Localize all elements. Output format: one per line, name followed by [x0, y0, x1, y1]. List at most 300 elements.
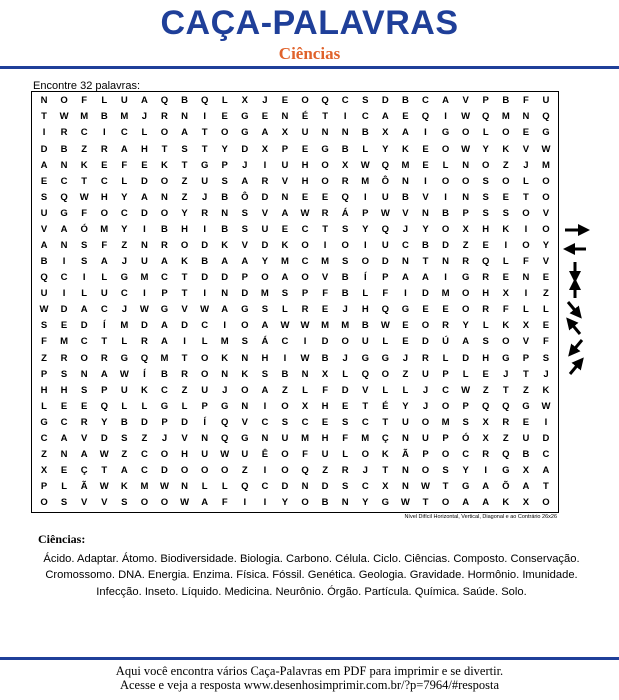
- word-list-item: Célula.: [335, 553, 370, 565]
- grid-letter: A: [40, 159, 48, 171]
- grid-letter: O: [321, 175, 329, 187]
- grid-letter: X: [482, 416, 489, 428]
- grid-letter: M: [80, 111, 89, 123]
- grid-letter: D: [40, 143, 48, 155]
- grid-letter: E: [261, 111, 269, 123]
- grid-letter: K: [542, 384, 550, 396]
- grid-letter: A: [60, 223, 68, 235]
- grid-letter: H: [100, 191, 108, 203]
- grid-letter: S: [241, 336, 248, 348]
- word-list-item: Hormônio.: [467, 569, 520, 582]
- grid-letter: R: [161, 239, 168, 251]
- grid-letter: V: [462, 95, 469, 107]
- grid-letter: Z: [121, 239, 128, 251]
- grid-letter: A: [261, 384, 269, 396]
- grid-letter: G: [441, 127, 450, 139]
- grid-letter: T: [181, 272, 188, 284]
- grid-letter: B: [161, 368, 168, 380]
- grid-letter: S: [40, 320, 48, 332]
- grid-letter: L: [482, 127, 489, 139]
- grid-letter: Ê: [261, 448, 269, 460]
- grid-letter: N: [401, 175, 409, 187]
- grid-letter: U: [542, 95, 550, 107]
- grid-letter: T: [161, 143, 168, 155]
- grid-letter: B: [522, 448, 530, 460]
- grid-letter: I: [263, 400, 267, 412]
- grid-letter: R: [100, 143, 108, 155]
- grid-letter: M: [321, 256, 330, 268]
- grid-letter: H: [482, 288, 490, 300]
- grid-letter: E: [542, 272, 550, 284]
- grid-letter: U: [522, 432, 530, 444]
- grid-letter: S: [362, 95, 369, 107]
- grid-letter: Y: [542, 239, 550, 251]
- grid-letter: F: [543, 336, 549, 348]
- grid-letter: S: [342, 256, 349, 268]
- grid-letter: J: [422, 400, 429, 412]
- grid-letter: W: [400, 497, 410, 509]
- grid-letter: P: [241, 272, 248, 284]
- grid-letter: N: [261, 432, 269, 444]
- word-list-item: Física.: [236, 569, 270, 582]
- grid-letter: S: [281, 416, 289, 428]
- grid-letter: G: [241, 304, 249, 316]
- grid-letter: I: [263, 465, 267, 477]
- word-list-item: Inseto.: [144, 585, 179, 598]
- grid-letter: Y: [422, 223, 429, 235]
- grid-letter: N: [201, 432, 209, 444]
- grid-letter: O: [60, 95, 68, 107]
- grid-letter: J: [161, 432, 168, 444]
- grid-letter: V: [241, 239, 248, 251]
- grid-letter: L: [543, 304, 549, 316]
- grid-letter: A: [201, 497, 209, 509]
- grid-letter: K: [281, 239, 289, 251]
- grid-letter: K: [241, 368, 249, 380]
- grid-letter: P: [301, 288, 309, 300]
- grid-letter: D: [201, 272, 209, 284]
- grid-letter: E: [502, 272, 509, 284]
- grid-letter: O: [361, 256, 369, 268]
- grid-letter: H: [181, 448, 188, 460]
- grid-letter: P: [522, 352, 530, 364]
- word-list-item: Ciclo.: [373, 553, 402, 565]
- grid-letter: I: [42, 127, 46, 139]
- grid-letter: N: [181, 481, 188, 493]
- grid-letter: G: [120, 272, 129, 284]
- grid-letter: K: [161, 159, 168, 171]
- grid-letter: O: [461, 175, 470, 187]
- grid-letter: N: [221, 207, 229, 219]
- grid-letter: L: [522, 175, 529, 187]
- grid-letter: P: [281, 143, 289, 155]
- grid-letter: P: [422, 448, 429, 460]
- grid-letter: S: [342, 416, 349, 428]
- grid-letter: A: [462, 336, 470, 348]
- grid-letter: Q: [301, 465, 309, 477]
- footer-line-2: Acesse e veja a resposta www.desenhosimprimir.com.br/?p=7964/#resposta: [119, 678, 500, 692]
- grid-letter: Z: [41, 352, 47, 364]
- grid-letter: T: [522, 368, 529, 380]
- grid-letter: O: [542, 497, 550, 509]
- grid-letter: O: [281, 400, 289, 412]
- grid-letter: A: [462, 497, 470, 509]
- grid-letter: I: [203, 111, 206, 123]
- grid-letter: T: [543, 481, 549, 493]
- grid-letter: V: [321, 272, 329, 284]
- grid-letter: F: [221, 497, 228, 509]
- grid-letter: N: [442, 256, 449, 268]
- grid-letter: G: [200, 159, 209, 171]
- grid-letter: Y: [482, 143, 489, 155]
- grid-letter: S: [241, 223, 248, 235]
- grid-letter: X: [522, 465, 530, 477]
- grid-letter: E: [60, 400, 68, 412]
- grid-letter: O: [140, 497, 149, 509]
- grid-letter: C: [201, 320, 209, 332]
- grid-letter: A: [161, 336, 168, 348]
- grid-letter: U: [201, 175, 209, 187]
- grid-letter: O: [461, 127, 470, 139]
- grid-letter: S: [502, 207, 509, 219]
- grid-letter: W: [220, 448, 230, 460]
- grid-letter: W: [380, 320, 390, 332]
- grid-letter: J: [402, 352, 409, 364]
- grid-letter: E: [482, 239, 489, 251]
- grid-letter: S: [462, 416, 469, 428]
- grid-letter: A: [221, 304, 229, 316]
- grid-letter: E: [321, 416, 329, 428]
- grid-letter: W: [380, 207, 390, 219]
- grid-letter: Q: [542, 111, 550, 123]
- grid-letter: S: [281, 288, 289, 300]
- word-list-item: Composto.: [453, 553, 508, 565]
- grid-letter: Ã: [80, 481, 88, 493]
- grid-letter: N: [80, 368, 88, 380]
- grid-letter: P: [101, 384, 108, 396]
- arrow-down-left-icon: [572, 340, 582, 352]
- arrow-up-left-icon: [570, 322, 580, 334]
- grid-letter: C: [120, 207, 128, 219]
- grid-letter: T: [322, 111, 328, 123]
- grid-letter: U: [201, 448, 209, 460]
- grid-letter: D: [140, 320, 148, 332]
- grid-letter: T: [81, 175, 88, 187]
- grid-letter: T: [362, 400, 369, 412]
- grid-letter: T: [181, 159, 188, 171]
- grid-letter: J: [342, 304, 348, 316]
- grid-letter: S: [482, 336, 489, 348]
- grid-letter: Z: [322, 465, 328, 477]
- grid-letter: C: [361, 481, 369, 493]
- grid-letter: C: [60, 416, 68, 428]
- grid-letter: T: [41, 111, 47, 123]
- grid-letter: Q: [321, 95, 329, 107]
- grid-letter: E: [101, 159, 108, 171]
- grid-letter: U: [201, 384, 209, 396]
- grid-letter: C: [281, 336, 289, 348]
- grid-letter: O: [441, 223, 450, 235]
- grid-letter: I: [424, 175, 427, 187]
- grid-letter: I: [143, 223, 146, 235]
- grid-letter: X: [241, 95, 248, 107]
- grid-letter: O: [160, 127, 169, 139]
- grid-letter: V: [362, 384, 369, 396]
- grid-letter: Z: [41, 448, 47, 460]
- grid-letter: C: [361, 111, 369, 123]
- grid-letter: U: [401, 416, 409, 428]
- grid-letter: A: [482, 481, 490, 493]
- grid-letter: G: [241, 111, 249, 123]
- grid-letter: T: [382, 465, 389, 477]
- grid-letter: F: [382, 288, 389, 300]
- grid-letter: Z: [522, 384, 529, 396]
- word-list-item: Gravidade.: [409, 569, 465, 582]
- grid-letter: N: [60, 448, 68, 460]
- grid-letter: I: [524, 288, 528, 300]
- grid-letter: N: [462, 191, 470, 203]
- grid-letter: G: [40, 416, 48, 428]
- grid-letter: U: [241, 448, 249, 460]
- grid-letter: S: [121, 497, 128, 509]
- grid-letter: V: [261, 207, 269, 219]
- grid-letter: P: [161, 288, 168, 300]
- grid-letter: C: [261, 481, 269, 493]
- grid-letter: L: [442, 352, 449, 364]
- grid-letter: B: [161, 223, 168, 235]
- grid-letter: M: [220, 336, 229, 348]
- grid-letter: O: [421, 320, 430, 332]
- grid-letter: D: [140, 416, 148, 428]
- grid-letter: J: [503, 368, 509, 380]
- grid-letter: Á: [341, 207, 349, 219]
- grid-letter: B: [281, 368, 289, 380]
- grid-letter: I: [203, 223, 206, 235]
- grid-letter: M: [100, 223, 109, 235]
- grid-letter: Z: [81, 143, 88, 155]
- footer: [0, 664, 619, 692]
- grid-letter: R: [442, 320, 449, 332]
- grid-letter: L: [382, 336, 389, 348]
- grid-letter: S: [121, 432, 128, 444]
- grid-letter: T: [442, 481, 449, 493]
- grid-letter: X: [342, 159, 349, 171]
- grid-letter: D: [321, 481, 329, 493]
- grid-letter: O: [301, 95, 309, 107]
- word-list-item: Energia.: [147, 569, 190, 582]
- grid-letter: B: [201, 256, 209, 268]
- grid-letter: N: [341, 127, 349, 139]
- grid-letter: N: [301, 481, 309, 493]
- grid-letter: I: [143, 288, 146, 300]
- grid-letter: Y: [402, 400, 409, 412]
- grid-letter: V: [522, 143, 530, 155]
- grid-letter: S: [241, 207, 248, 219]
- grid-letter: I: [263, 497, 267, 509]
- grid-letter: X: [301, 400, 309, 412]
- grid-letter: J: [242, 159, 248, 171]
- grid-letter: I: [524, 223, 528, 235]
- grid-letter: J: [121, 256, 127, 268]
- grid-letter: D: [381, 256, 389, 268]
- grid-letter: Ó: [461, 432, 470, 444]
- grid-letter: Q: [60, 191, 68, 203]
- grid-letter: P: [462, 207, 469, 219]
- grid-letter: I: [183, 336, 186, 348]
- grid-letter: I: [82, 272, 86, 284]
- grid-letter: I: [203, 288, 206, 300]
- grid-letter: U: [100, 288, 108, 300]
- grid-letter: O: [341, 239, 349, 251]
- grid-letter: C: [542, 448, 550, 460]
- grid-letter: U: [422, 432, 429, 444]
- word-list-item: Conservação.: [510, 553, 580, 565]
- grid-letter: L: [282, 304, 288, 316]
- grid-letter: C: [60, 175, 68, 187]
- grid-letter: K: [502, 320, 510, 332]
- footer-line-1: Aqui você encontra vários Caça-Palavras em PDF para imprimir e se divertir.: [115, 664, 504, 678]
- grid-letter: L: [302, 384, 308, 396]
- grid-letter: U: [381, 239, 389, 251]
- grid-letter: C: [100, 175, 108, 187]
- grid-letter: C: [261, 416, 269, 428]
- grid-letter: M: [281, 256, 289, 268]
- word-list-item: Enzima.: [192, 569, 234, 582]
- word-list-item: Fóssil.: [272, 569, 305, 582]
- grid-letter: S: [261, 368, 269, 380]
- grid-letter: N: [401, 432, 409, 444]
- grid-letter: O: [160, 497, 169, 509]
- page-title: CAÇA-PALAVRAS: [160, 4, 459, 42]
- word-list-item: Solo.: [501, 585, 527, 598]
- grid-letter: S: [181, 143, 188, 155]
- grid-letter: O: [80, 352, 88, 364]
- grid-letter: A: [60, 432, 68, 444]
- grid-letter: O: [241, 384, 249, 396]
- grid-letter: T: [181, 288, 188, 300]
- grid-letter: T: [101, 465, 108, 477]
- grid-letter: A: [40, 239, 48, 251]
- grid-letter: N: [401, 481, 409, 493]
- grid-letter: E: [442, 304, 449, 316]
- grid-letter: K: [502, 143, 510, 155]
- grid-letter: P: [40, 368, 48, 380]
- grid-letter: S: [40, 191, 48, 203]
- grid-letter: G: [221, 400, 229, 412]
- grid-letter: C: [161, 384, 168, 396]
- grid-letter: M: [542, 159, 550, 171]
- word-list-item: Imunidade.: [522, 569, 578, 582]
- grid-letter: U: [301, 127, 309, 139]
- grid-letter: O: [461, 288, 470, 300]
- grid-letter: C: [60, 272, 68, 284]
- grid-letter: B: [40, 256, 48, 268]
- grid-letter: F: [121, 159, 128, 171]
- grid-letter: E: [60, 320, 68, 332]
- grid-letter: G: [381, 497, 390, 509]
- grid-letter: M: [140, 481, 149, 493]
- word-search-grid: [31, 91, 559, 513]
- grid-letter: Ã: [401, 448, 409, 460]
- grid-letter: J: [141, 111, 148, 123]
- grid-letter: I: [504, 239, 508, 251]
- grid-letter: B: [422, 239, 429, 251]
- grid-letter: W: [461, 384, 471, 396]
- grid-letter: F: [81, 207, 88, 219]
- category-title: Ciências:: [38, 532, 86, 546]
- grid-letter: N: [221, 368, 229, 380]
- grid-letter: B: [341, 143, 349, 155]
- grid-letter: O: [542, 175, 550, 187]
- grid-letter: A: [482, 497, 490, 509]
- grid-letter: J: [222, 384, 228, 396]
- grid-letter: Z: [141, 432, 148, 444]
- grid-letter: L: [221, 481, 228, 493]
- grid-letter: J: [262, 95, 268, 107]
- grid-letter: N: [221, 288, 229, 300]
- grid-letter: I: [343, 111, 347, 123]
- grid-letter: Ô: [241, 191, 249, 203]
- grid-letter: W: [139, 304, 149, 316]
- grid-letter: W: [99, 448, 109, 460]
- grid-letter: P: [161, 416, 168, 428]
- grid-letter: H: [261, 352, 269, 364]
- grid-letter: L: [121, 175, 128, 187]
- grid-letter: S: [342, 481, 349, 493]
- grid-letter: O: [180, 239, 189, 251]
- grid-letter: A: [140, 95, 148, 107]
- grid-letter: G: [120, 352, 129, 364]
- grid-letter: W: [59, 111, 69, 123]
- grid-letter: L: [121, 336, 128, 348]
- grid-letter: T: [101, 336, 108, 348]
- grid-letter: L: [522, 304, 529, 316]
- grid-letter: V: [40, 223, 48, 235]
- grid-letter: Z: [462, 239, 469, 251]
- grid-letter: A: [381, 111, 389, 123]
- grid-letter: B: [341, 288, 349, 300]
- grid-letter: A: [161, 320, 168, 332]
- grid-letter: N: [522, 111, 530, 123]
- word-list-item: Ciências.: [404, 553, 451, 565]
- grid-letter: I: [263, 159, 267, 171]
- grid-letter: M: [60, 336, 69, 348]
- grid-letter: S: [342, 223, 349, 235]
- grid-letter: M: [441, 288, 450, 300]
- grid-letter: U: [40, 288, 48, 300]
- grid-letter: A: [241, 256, 249, 268]
- grid-letter: O: [441, 400, 450, 412]
- grid-letter: Í: [363, 272, 367, 284]
- grid-letter: T: [322, 223, 328, 235]
- grid-letter: M: [140, 272, 149, 284]
- grid-letter: A: [120, 465, 128, 477]
- grid-letter: D: [60, 304, 68, 316]
- grid-letter: A: [140, 191, 148, 203]
- grid-letter: R: [100, 352, 108, 364]
- grid-letter: K: [502, 223, 510, 235]
- grid-letter: N: [462, 159, 470, 171]
- grid-letter: K: [221, 239, 229, 251]
- word-list-item: Biologia.: [239, 553, 283, 565]
- grid-letter: A: [80, 448, 88, 460]
- grid-letter: O: [281, 465, 289, 477]
- grid-letter: E: [522, 416, 530, 428]
- grid-letter: G: [321, 143, 329, 155]
- grid-letter: O: [100, 207, 108, 219]
- grid-letter: E: [482, 368, 489, 380]
- grid-letter: F: [322, 384, 328, 396]
